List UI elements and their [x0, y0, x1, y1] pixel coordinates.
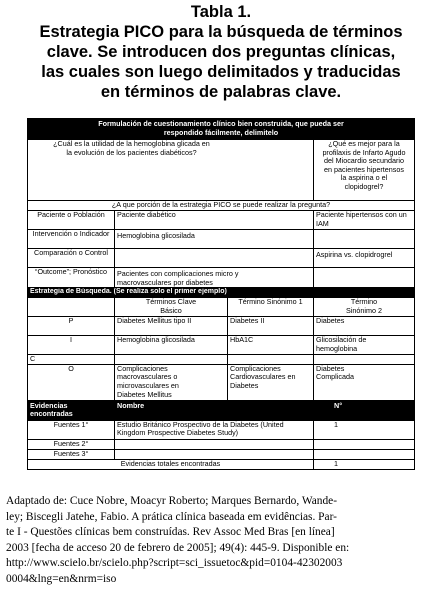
term-letter: O: [28, 364, 115, 400]
title-line: clave. Se introducen dos preguntas clínicas,: [46, 43, 396, 61]
term-letter: C: [28, 355, 115, 365]
pico-q2-value: [314, 268, 415, 288]
source-row: [28, 420, 415, 439]
synonym-2: Diabetes: [314, 317, 415, 336]
pico-row: [28, 211, 415, 230]
title-line: Tabla 1.: [190, 3, 252, 21]
caption-line: 2003 [fecha de acceso 20 de febrero de 2005]; 49(4): 445-9. Disponible en:: [6, 541, 350, 554]
term-letter: I: [28, 336, 115, 355]
source-number: 1: [314, 420, 415, 439]
total-label: Evidencias totales encontradas: [28, 459, 314, 469]
synonym-1-header: Término Sinónimo 1: [228, 298, 314, 317]
source-number: [314, 449, 415, 459]
total-row: [28, 459, 415, 469]
caption-line: te I - Questões clínicas bem construídas. Rev Assoc Med Bras [en línea]: [6, 526, 335, 539]
pico-question: ¿A que porción de la estrategia PICO se puede realizar la pregunta?: [28, 201, 415, 211]
key-term: Hemoglobina glicosilada: [115, 336, 228, 355]
terms-header-empty: [28, 298, 115, 317]
pico-row: [28, 268, 415, 288]
pico-q2-value: Paciente hipertensos con un IAM: [314, 211, 415, 230]
synonym-1: [228, 355, 314, 365]
synonym-2-header: Término Sinónimo 2: [314, 298, 415, 317]
caption-line: Adaptado de: Cuce Nobre, Moacyr Roberto; Marques Bernardo, Wande-: [6, 495, 337, 507]
synonym-2: [314, 355, 415, 365]
search-strategy-row: [28, 288, 415, 298]
pico-q1-value: Paciente diabético: [115, 211, 314, 230]
pico-row: [28, 249, 415, 268]
key-term-header: Términos Clave Básico: [115, 298, 228, 317]
pico-q1-value: [115, 249, 314, 268]
term-row: [28, 364, 415, 400]
source-label: Fuentes 1°: [28, 420, 115, 439]
source-name: [115, 449, 314, 459]
evidence-header-row: [28, 400, 415, 420]
table-header-line: Formulación de cuestionamiento clínico bien construida, que pueda ser: [98, 119, 344, 128]
source-number: [314, 439, 415, 449]
key-term: Complicaciones macrovasculares o microvasculares en Diabetes Mellitus: [115, 364, 228, 400]
pico-label: “Outcome”; Pronóstico: [28, 268, 115, 288]
evidence-name-header: Nombre: [115, 400, 314, 420]
pico-row: [28, 230, 415, 249]
total-value: 1: [314, 459, 415, 469]
question-2: ¿Qué es mejor para la profilaxis de Infarto Agudo del Miocardio secundario en pacientes hipertensos la aspirina o el clopidogrel?: [314, 140, 415, 201]
pico-question-row: [28, 201, 415, 211]
source-name: Estudio Británico Prospectivo de la Diabetes (United Kingdom Prospective Diabetes Study): [115, 420, 314, 439]
term-row: [28, 355, 415, 365]
pico-label: Intervención o Indicador: [28, 230, 115, 249]
source-name: [115, 439, 314, 449]
key-term: Diabetes Mellitus tipo II: [115, 317, 228, 336]
caption-line: http://www.scielo.br/scielo.php?script=sci_issuetoc&pid=0104-42302003: [6, 557, 343, 570]
pico-label: Comparación o Control: [28, 249, 115, 268]
synonym-2: Diabetes Complicada: [314, 364, 415, 400]
terms-header-row: [28, 298, 415, 317]
table-header-line: respondido fácilmente, delimitelo: [163, 127, 279, 137]
title-line: Estrategia PICO para la búsqueda de términos: [39, 23, 403, 41]
caption-line: ley; Biscegli Jatehe, Fabio. A prática clínica baseada em evidências. Par-: [6, 510, 337, 523]
pico-label: Paciente o Población: [28, 211, 115, 230]
evidence-number-header: N°: [314, 400, 415, 420]
synonym-1: Complicaciones Cardiovasculares en Diabetes: [228, 364, 314, 400]
source-caption: [6, 494, 436, 588]
table-header-row: [28, 119, 415, 140]
title-line: en términos de palabras clave.: [100, 83, 342, 101]
term-letter: P: [28, 317, 115, 336]
question-1: ¿Cuál es la utilidad de la hemoglobina glicada en la evolución de los pacientes diabéticos?: [28, 140, 314, 201]
source-label: Fuentes 3°: [28, 449, 115, 459]
key-term: [115, 355, 228, 365]
source-label: Fuentes 2°: [28, 439, 115, 449]
table-title: [0, 2, 442, 102]
pico-q1-value: Hemoglobina glicosilada: [115, 230, 314, 249]
search-strategy-header: Estrategia de Búsqueda. (Se realiza solo el primer ejemplo): [28, 288, 415, 298]
pico-q2-value: [314, 230, 415, 249]
title-line: las cuales son luego delimitados y traducidas: [41, 63, 401, 81]
question-row: [28, 140, 415, 201]
evidence-header-label: Evidencias encontradas: [28, 400, 115, 420]
pico-table: [27, 118, 415, 470]
synonym-1: HbA1C: [228, 336, 314, 355]
term-row: [28, 336, 415, 355]
caption-line: 0004&lng=en&nrm=iso: [6, 572, 117, 585]
pico-q2-value: Aspirina vs. clopidrogrel: [314, 249, 415, 268]
source-row: [28, 449, 415, 459]
source-row: [28, 439, 415, 449]
table-header: [28, 119, 415, 140]
pico-q1-value: Pacientes con complicaciones micro y macrovasculares por diabetes: [115, 268, 314, 288]
synonym-2: Glicosilación de hemoglobina: [314, 336, 415, 355]
term-row: [28, 317, 415, 336]
synonym-1: Diabetes II: [228, 317, 314, 336]
